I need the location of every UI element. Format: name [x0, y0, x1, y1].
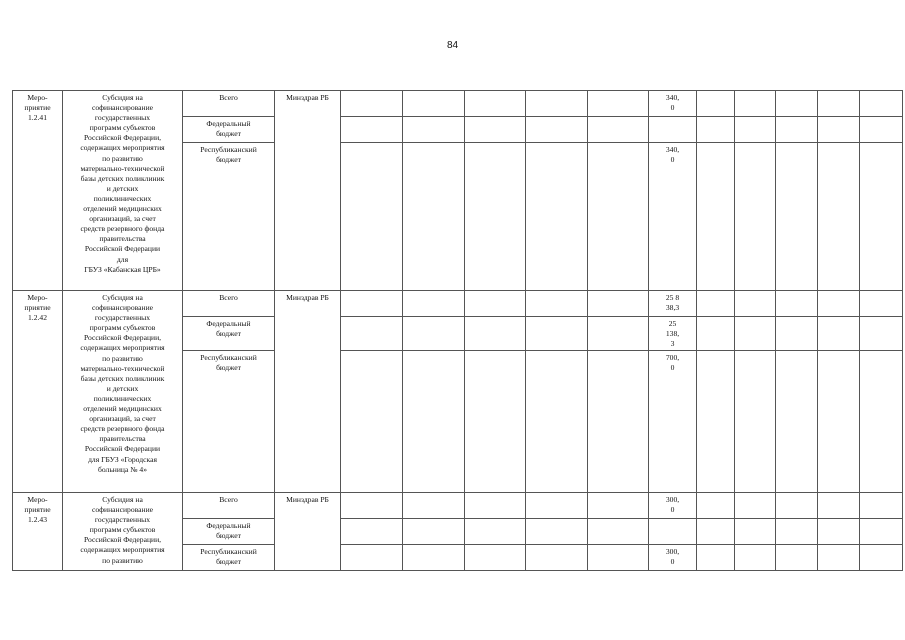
- amount-cell: 700, 0: [649, 351, 697, 493]
- amount-cell: 25 8 38,3: [649, 291, 697, 317]
- event-id: Меро- приятие 1.2.43: [13, 493, 63, 571]
- amount-cell: 300, 0: [649, 545, 697, 571]
- event-description: Субсидия на софинансирование государственных программ субъектов Российской Федерации, содержащих мероприятия по развитию: [63, 493, 183, 571]
- funding-source: Республиканский бюджет: [183, 545, 275, 571]
- amount-cell: 300, 0: [649, 493, 697, 519]
- funding-source: Всего: [183, 91, 275, 117]
- executor: Минздрав РБ: [275, 91, 341, 291]
- event-id: Меро- приятие 1.2.42: [13, 291, 63, 493]
- budget-table: [12, 90, 903, 571]
- executor: Минздрав РБ: [275, 493, 341, 571]
- event-id: Меро- приятие 1.2.41: [13, 91, 63, 291]
- funding-source: Федеральный бюджет: [183, 117, 275, 143]
- table-row: [13, 291, 903, 317]
- funding-source: Республиканский бюджет: [183, 143, 275, 291]
- amount-cell: 340, 0: [649, 91, 697, 117]
- funding-source: Всего: [183, 493, 275, 519]
- amount-cell: [649, 117, 697, 143]
- table-row: [13, 493, 903, 519]
- funding-source: Республиканский бюджет: [183, 351, 275, 493]
- amount-cell: 25 138, 3: [649, 317, 697, 351]
- amount-cell: [649, 519, 697, 545]
- table-row: [13, 91, 903, 117]
- funding-source: Федеральный бюджет: [183, 317, 275, 351]
- funding-source: Федеральный бюджет: [183, 519, 275, 545]
- page-number: 84: [446, 40, 459, 51]
- funding-source: Всего: [183, 291, 275, 317]
- amount-cell: 340, 0: [649, 143, 697, 291]
- event-description: Субсидия на софинансирование государственных программ субъектов Российской Федерации, содержащих мероприятия по развитию материально-технической базы детских поликлиник и детских поликлинических отделений медицинских организаций, за счет средств резервного фонда правительства Российской Федерации для ГБУЗ «Кабанская ЦРБ»: [63, 91, 183, 291]
- event-description: Субсидия на софинансирование государственных программ субъектов Российской Федерации, содержащих мероприятия по развитию материально-технической базы детских поликлиник и детских поликлинических отделений медицинских организаций, за счет средств резервного фонда правительства Российской Федерации для ГБУЗ «Городская больница № 4»: [63, 291, 183, 493]
- executor: Минздрав РБ: [275, 291, 341, 493]
